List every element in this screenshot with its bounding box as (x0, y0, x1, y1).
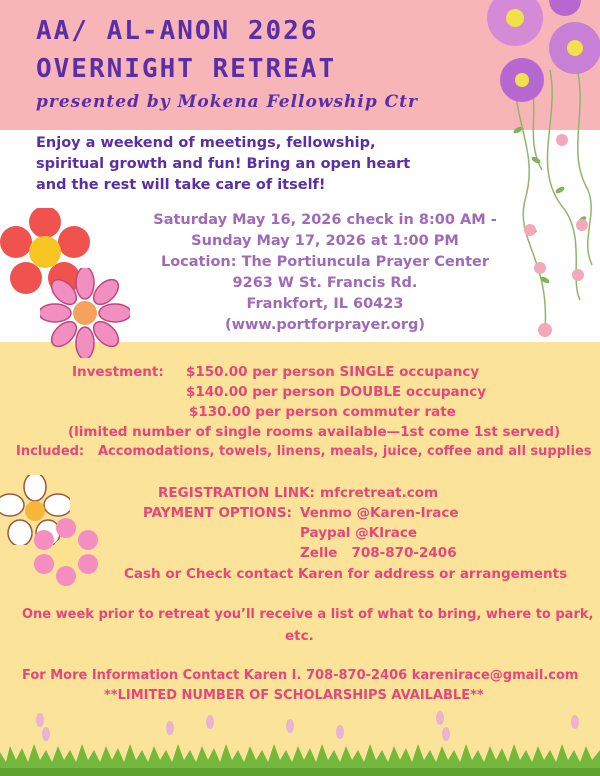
pink-flower-icon (40, 268, 130, 358)
prior-notice-line-1: One week prior to retreat you’ll receive a list of what to bring, where to park, (22, 607, 594, 622)
rooms-note: (limited number of single rooms available—1st come 1st served) (68, 424, 561, 440)
price-single: $150.00 per person SINGLE occupancy (186, 364, 480, 380)
grass-border-icon (0, 700, 600, 776)
registration-link[interactable]: mfcretreat.com (320, 485, 439, 501)
event-details (140, 210, 510, 336)
intro-line: Enjoy a weekend of meetings, fellowship, (36, 135, 376, 151)
included-label: Included: (16, 444, 85, 459)
event-city: Frankfort, IL 60423 (246, 296, 404, 312)
event-location: Location: The Portiuncula Prayer Center (160, 254, 490, 270)
registration-label: REGISTRATION LINK: (158, 485, 315, 501)
payment-paypal: Paypal @KIrace (300, 525, 418, 541)
event-street: 9263 W St. Francis Rd. (232, 275, 418, 291)
event-start: Saturday May 16, 2026 check in 8:00 AM - (153, 212, 497, 228)
contact-line: For More Information Contact Karen I. 708-870-2406 karenirace@gmail.com (22, 668, 579, 683)
title-line-1: AA/ AL-ANON 2026 (36, 16, 319, 46)
subtitle: presented by Mokena Fellowship Ctr (36, 92, 418, 112)
payment-label: PAYMENT OPTIONS: (143, 505, 292, 521)
included-items: Accomodations, towels, linens, meals, juice, coffee and all supplies (98, 444, 592, 459)
payment-venmo: Venmo @Karen-Irace (300, 505, 459, 521)
payment-zelle: Zelle 708-870-2406 (300, 545, 457, 561)
event-website-link[interactable]: (www.portforprayer.org) (224, 317, 426, 333)
scholarships-note: **LIMITED NUMBER OF SCHOLARSHIPS AVAILABLE** (104, 688, 484, 703)
intro-line: spiritual growth and fun! Bring an open heart (36, 156, 411, 172)
prior-notice-line-2: etc. (285, 628, 314, 644)
payment-cash: Cash or Check contact Karen for address or arrangements (124, 566, 568, 582)
pink-daisy-icon (32, 518, 100, 586)
intro-text (36, 133, 416, 196)
price-commuter: $130.00 per person commuter rate (189, 404, 456, 420)
title-line-2: OVERNIGHT RETREAT (36, 54, 337, 84)
event-end: Sunday May 17, 2026 at 1:00 PM (191, 233, 459, 249)
intro-line: and the rest will take care of itself! (36, 177, 326, 193)
price-double: $140.00 per person DOUBLE occupancy (186, 384, 486, 400)
investment-label: Investment: (72, 364, 164, 380)
